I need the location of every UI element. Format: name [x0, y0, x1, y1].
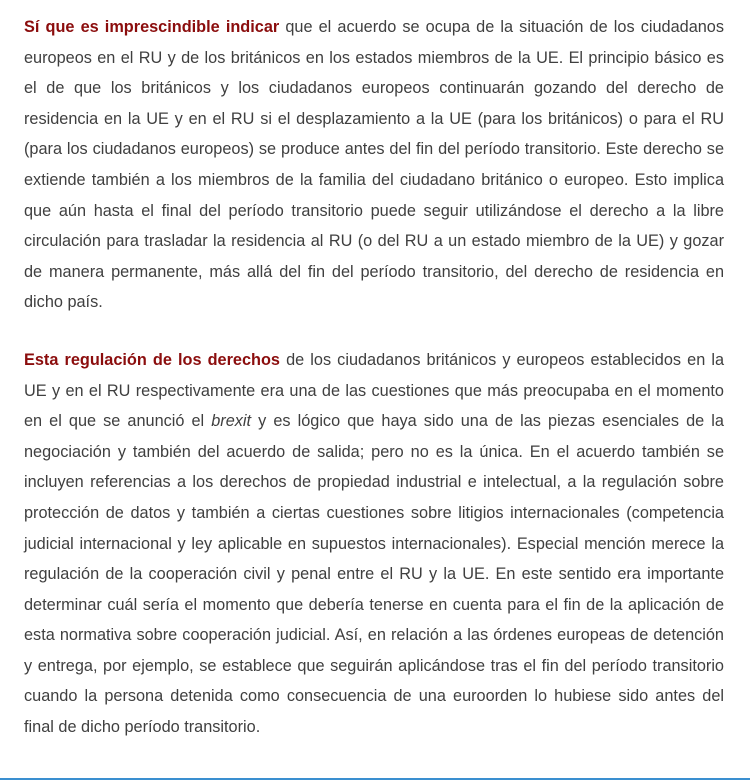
paragraph-text: y es lógico que haya sido una de las piezas esenciales de la negociación y también del acuerdo de salida; pero no es la única. En el acuerdo también se incluyen referencias a los derechos de propiedad industrial e intelectual, a la regulación sobre protección de datos y también a ciertas cuestiones sobre litigios internacionales (competencia judicial internacional y ley aplicable en supuestos internacionales). Especial mención merece la regulación de la cooperación civil y penal entre el RU y la UE. En este sentido era importante determinar cuál sería el momento que debería tenerse en cuenta para el fin de la aplicación de esta normativa sobre cooperación judicial. Así, en relación a las órdenes europeas de detención y entrega, por ejemplo, se establece que seguirán aplicándose tras el fin del período transitorio cuando la persona detenida como consecuencia de una euroorden lo hubiese sido antes del final de dicho período transitorio.: [24, 412, 724, 737]
bottom-divider: [0, 778, 750, 780]
paragraph-lead: Sí que es imprescindible indicar: [24, 18, 280, 36]
italic-term: brexit: [211, 412, 252, 431]
article-body: [24, 12, 724, 770]
paragraph-text: de los ciudadanos británicos y europeos establecidos en la UE y en el RU respectivamente era una de las cuestiones que más preocupaba en el momento en el que se anunció el: [24, 350, 725, 431]
paragraph-residence-rights: [24, 12, 724, 318]
paragraph-text: que el acuerdo se ocupa de la situación de los ciudadanos europeos en el RU y de los británicos en los estados miembros de la UE. El principio básico es el de que los británicos y los ciudadanos europeos continuarán gozando del derecho de residencia en la UE y en el RU si el desplazamiento a la UE (para los británicos) o para el RU (para los ciudadanos europeos) se produce antes del fin del período transitorio. Este derecho se extiende también a los miembros de la familia del ciudadano británico o europeo. Esto implica que aún hasta el final del período transitorio puede seguir utilizándose el derecho a la libre circulación para trasladar la residencia al RU (o del RU a un estado miembro de la UE) y gozar de manera permanente, más allá del fin del período transitorio, del derecho de residencia en dicho país.: [24, 18, 725, 312]
paragraph-lead: Esta regulación de los derechos: [24, 350, 280, 369]
paragraph-regulation: [24, 345, 724, 743]
